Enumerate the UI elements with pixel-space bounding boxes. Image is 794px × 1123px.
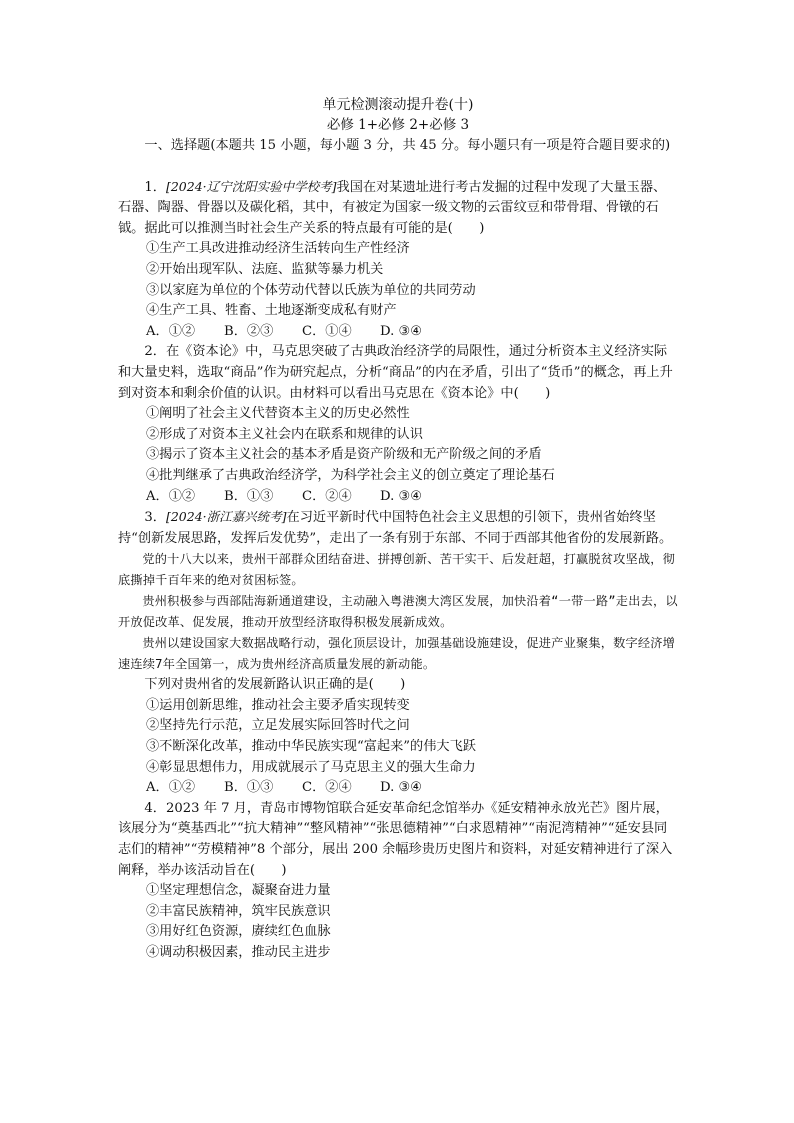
question-stem: 2023 年 7 月，青岛市博物馆联合延安革命纪念馆举办《延安精神永放光芒》图片展，该展分为“奠基西北”“抗大精神”“整风精神”“张思德精神”“白求恩精神”“南泥湾精神”“延安县同志们的精神”“劳模精神”8 个部分，展出 200 余幅珍贵历史图片和资料，对延安精神进行了深入阐释，举办该活动旨在( ) <box>118 800 673 878</box>
answer-choices <box>118 322 678 343</box>
material-paragraph: 贵州以建设国家大数据战略行动，强化顶层设计，加强基础设施建设，促进产业聚集，数字经济增速连续7年全国第一，成为贵州经济高质量发展的新动能。 <box>118 636 676 672</box>
option-item: ④彰显思想伟力，用成就展示了马克思主义的强大生命力 <box>146 759 476 775</box>
material-paragraph: 贵州积极参与西部陆海新通道建设，主动融入粤港澳大湾区发展，加快沿着“一带一路”走出去，以开放促改革、促发展，推动开放型经济取得积极发展新成效。 <box>118 594 678 630</box>
option-item: ①运用创新思维，推动社会主要矛盾实现转变 <box>146 697 410 713</box>
choice-c: C．②④ <box>302 780 352 796</box>
question-4 <box>118 799 678 881</box>
page-title: 单元检测滚动提升卷(十) <box>322 97 474 113</box>
section-heading: 一、选择题(本题共 15 小题，每小题 3 分，共 45 分。每小题只有一项是符合题目要求的) <box>144 138 671 153</box>
option-item: ④批判继承了古典政治经济学，为科学社会主义的创立奠定了理论基石 <box>146 467 555 483</box>
spacer <box>118 157 678 177</box>
option-item: ③用好红色资源，赓续红色血脉 <box>146 924 331 940</box>
option-item: ①阐明了社会主义代替资本主义的历史必然性 <box>146 406 410 422</box>
question-stem: 在习近平新时代中国特色社会主义思想的引领下，贵州省始终坚持“创新发展思路，发挥后发优势”，走出了一条有别于东部、不同于西部其他省份的发展新路。 <box>118 510 673 546</box>
choice-b: B．①③ <box>224 780 274 796</box>
exam-page <box>118 95 678 964</box>
choice-d: D. ③④ <box>380 780 423 796</box>
option-item: ②坚持先行示范，立足发展实际回答时代之问 <box>146 718 410 734</box>
question-stem: 我国在对某遗址进行考古发掘的过程中发现了大量玉器、石器、陶器、骨器以及碳化稻，其中，有被定为国家一级文物的云雷纹豆和带骨瑁、骨镦的石钺。据此可以推测当时社会生产关系的特点最有可能的是( ) <box>118 179 667 236</box>
choice-a: A．①② <box>146 780 196 796</box>
choice-c: C．②④ <box>302 488 352 504</box>
choice-b: B．②③ <box>224 323 274 339</box>
option-item: ④生产工具、牲畜、土地逐渐变成私有财产 <box>146 303 397 319</box>
question-2 <box>118 342 678 404</box>
answer-choices <box>118 487 678 508</box>
choice-a: A．①② <box>146 488 196 504</box>
page-subtitle: 必修 1+必修 2+必修 3 <box>326 117 470 133</box>
option-item: ③揭示了资本主义社会的基本矛盾是资产阶级和无产阶级之间的矛盾 <box>146 447 542 463</box>
question-prompt: 下列对贵州省的发展新路认识正确的是( ) <box>144 677 406 693</box>
question-stem: 在《资本论》中，马克思突破了古典政治经济学的局限性，通过分析资本主义经济实际和大量史料，选取“商品”作为研究起点，分析“商品”的内在矛盾，引出了“货币”的概念，再上升到对资本和剩余价值的认识。由材料可以看出马克思在《资本论》中( ) <box>118 344 673 401</box>
answer-choices <box>118 778 678 799</box>
question-number: 3． <box>144 510 166 526</box>
question-source: [2024·浙江嘉兴统考] <box>165 509 287 525</box>
option-item: ③不断深化改革，推动中华民族实现“富起来”的伟大飞跃 <box>146 739 476 755</box>
question-1 <box>118 177 678 240</box>
option-item: ①生产工具改进推动经济生活转向生产性经济 <box>146 241 410 257</box>
question-source: [2024·辽宁沈阳实验中学校考] <box>165 178 337 194</box>
choice-a: A．①② <box>146 323 196 339</box>
option-item: ②形成了对资本主义社会内在联系和规律的认识 <box>146 426 423 442</box>
option-item: ②开始出现军队、法庭、监狱等暴力机关 <box>146 261 384 277</box>
question-number: 1． <box>144 179 166 195</box>
question-3 <box>118 507 678 549</box>
material-paragraph: 党的十八大以来，贵州干部群众团结奋进、拼搏创新、苦干实干、后发赶超，打赢脱贫攻坚战，彻底撕掉千百年来的绝对贫困标签。 <box>118 552 676 588</box>
choice-d: D. ③④ <box>380 323 423 339</box>
question-number: 2． <box>144 344 166 360</box>
choice-b: B．①③ <box>224 488 274 504</box>
option-item: ②丰富民族精神，筑牢民族意识 <box>146 903 331 919</box>
option-item: ③以家庭为单位的个体劳动代替以氏族为单位的共同劳动 <box>146 282 476 298</box>
choice-c: C．①④ <box>302 323 352 339</box>
choice-d: D. ③④ <box>380 488 423 504</box>
option-item: ①坚定理想信念，凝聚奋进力量 <box>146 883 331 899</box>
option-item: ④调动积极因素，推动民主进步 <box>146 945 331 960</box>
question-number: 4． <box>144 800 166 816</box>
